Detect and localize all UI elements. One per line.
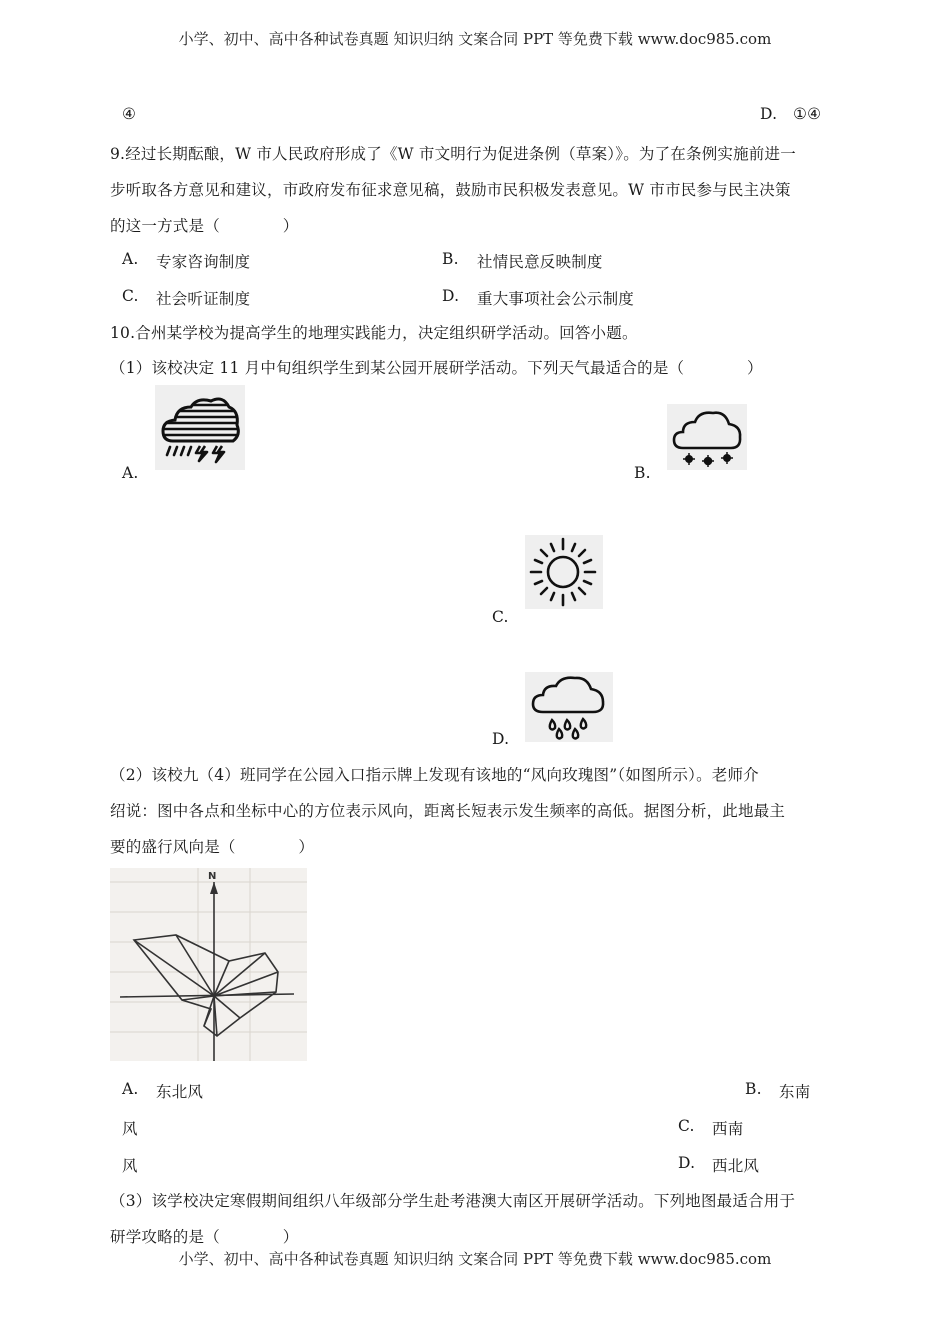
option-text: 社情民意反映制度	[477, 253, 603, 271]
option-text: 西南	[712, 1120, 744, 1138]
prev-option-tail: ④	[122, 105, 137, 123]
option-label: A.	[122, 250, 139, 268]
option-text: 社会听证制度	[156, 290, 251, 308]
q10-sub1-stem: （1）该校决定 11 月中旬组织学生到某公园开展研学活动。下列天气最适合的是（ ）	[110, 359, 763, 377]
option-label: A.	[122, 464, 139, 482]
rain-icon	[525, 672, 613, 742]
option-text: 东北风	[156, 1083, 204, 1101]
q9-stem-line-3: 的这一方式是（ ）	[110, 217, 299, 235]
option-label: C.	[122, 287, 139, 305]
q9-stem-line-2: 步听取各方意见和建议，市政府发布征求意见稿，鼓励市民积极发表意见。W 市市民参与民主决策	[110, 181, 791, 199]
q10-sub2-line-3: 要的盛行风向是（ ）	[110, 838, 315, 856]
page-footer: 小学、初中、高中各种试卷真题 知识归纳 文案合同 PPT 等免费下载 www.doc985.com	[178, 1250, 772, 1268]
option-text: 东南	[779, 1083, 811, 1101]
q10-sub3-line-1: （3）该学校决定寒假期间组织八年级部分学生赴考港澳大南区开展研学活动。下列地图最适合用于	[110, 1192, 796, 1210]
snow-icon	[667, 404, 747, 470]
north-arrow-icon	[210, 882, 218, 894]
option-label: B.	[745, 1080, 762, 1098]
wind-rose-figure	[110, 868, 307, 1061]
option-text-wrap: 风	[122, 1157, 138, 1175]
option-label: C.	[678, 1117, 695, 1135]
sunny-icon	[525, 535, 603, 609]
option-label: B.	[634, 464, 651, 482]
q10-sub3-line-2: 研学攻略的是（ ）	[110, 1228, 299, 1246]
q10-sub2-line-1: （2）该校九（4）班同学在公园入口指示牌上发现有该地的“风向玫瑰图”（如图所示）。老师介	[110, 766, 759, 784]
option-label: D.	[492, 730, 510, 748]
option-label: C.	[492, 608, 509, 626]
page-header: 小学、初中、高中各种试卷真题 知识归纳 文案合同 PPT 等免费下载 www.doc985.com	[178, 30, 772, 48]
q10-sub2-line-2: 绍说：图中各点和坐标中心的方位表示风向，距离长短表示发生频率的高低。据图分析，此地最主	[110, 802, 786, 820]
option-text: 专家咨询制度	[156, 253, 251, 271]
option-text: 西北风	[712, 1157, 760, 1175]
option-label: A.	[122, 1080, 139, 1098]
prev-option-d-label: D.	[760, 105, 778, 123]
q9-stem-line-1: 9.经过长期酝酿，W 市人民政府形成了《W 市文明行为促进条例（草案）》。为了在条例实施前进一	[110, 145, 796, 163]
option-text: 重大事项社会公示制度	[477, 290, 635, 308]
option-label: B.	[442, 250, 459, 268]
prev-option-d-value: ①④	[793, 105, 822, 123]
q10-stem: 10.合州某学校为提高学生的地理实践能力，决定组织研学活动。回答小题。	[110, 324, 638, 342]
svg-text:N: N	[208, 871, 217, 882]
option-text-wrap: 风	[122, 1120, 138, 1138]
thunderstorm-icon	[155, 385, 245, 470]
option-label: D.	[678, 1154, 696, 1172]
option-label: D.	[442, 287, 460, 305]
